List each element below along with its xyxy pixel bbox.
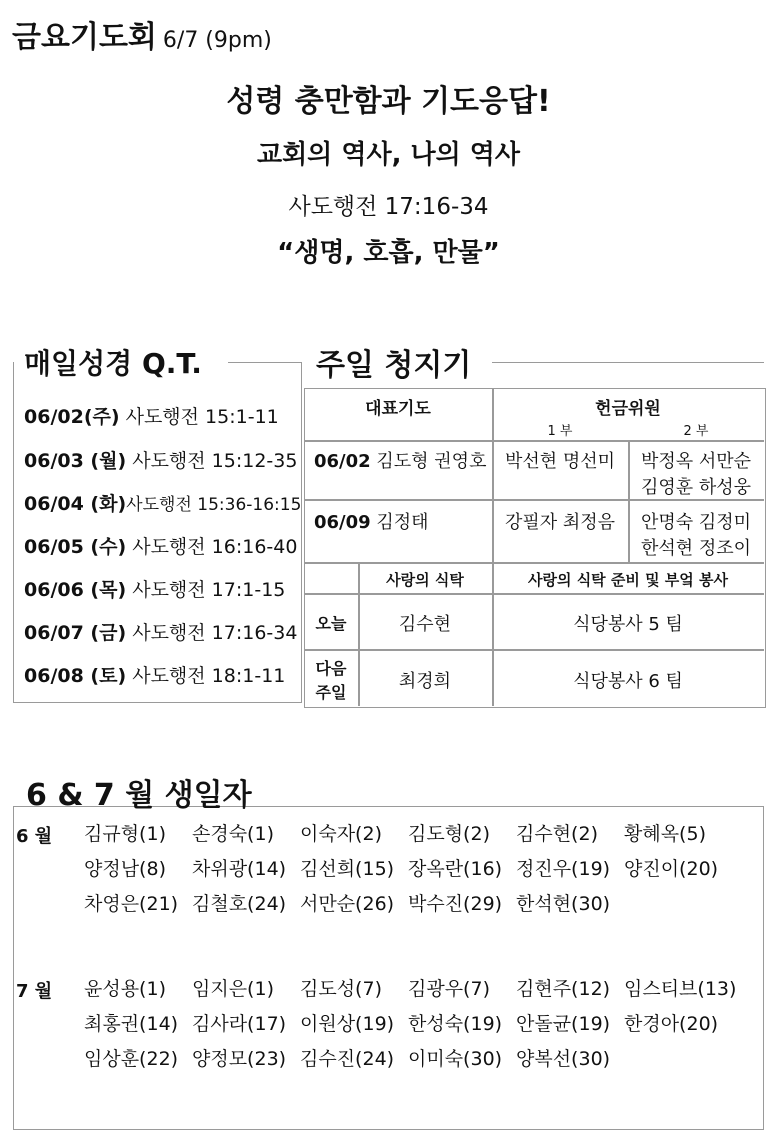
meeting-date: 6/7 (9pm) — [162, 28, 272, 53]
june-label: 6 월 — [16, 826, 53, 847]
qt-date: 06/08 (토) — [24, 665, 127, 687]
birthday-entry: 양복선(30) — [516, 1048, 611, 1070]
birthday-entry: 장옥란(16) — [408, 858, 503, 880]
birthday-entry: 윤성용(1) — [84, 978, 166, 1000]
birthday-entry: 정진우(19) — [516, 858, 611, 880]
qt-date: 06/05 (수) — [24, 536, 127, 558]
qt-passage: 사도행전 18:1-11 — [132, 665, 286, 687]
steward-prayer: 김도형 권영호 — [376, 451, 487, 472]
sermon-scripture: 사도행전 17:16-34 — [288, 194, 489, 220]
love-table-name: 김수현 — [398, 614, 452, 635]
birthday-entry: 김도형(2) — [408, 823, 490, 845]
qt-item — [24, 402, 279, 429]
grid-line — [304, 562, 764, 564]
july-label: 7 월 — [16, 981, 53, 1002]
birthday-entry: 김선희(15) — [300, 858, 395, 880]
steward-prayer: 김정태 — [376, 512, 429, 533]
birthday-entry: 박수진(29) — [408, 893, 503, 915]
steward-service2: 한석현 정조이 — [640, 538, 752, 559]
birthday-entry: 김규형(1) — [84, 823, 166, 845]
steward-date: 06/09 — [314, 512, 371, 533]
qt-passage: 사도행전 17:1-15 — [132, 579, 286, 601]
qt-date: 06/04 (화) — [24, 493, 127, 515]
qt-item — [24, 489, 301, 516]
qt-item — [24, 575, 285, 602]
birthday-entry: 한경아(20) — [624, 1013, 719, 1035]
qt-passage: 사도행전 15:36-16:15 — [126, 495, 302, 515]
sermon-quote: “생명, 호흡, 만물” — [277, 238, 500, 268]
birthday-entry: 김도성(7) — [300, 978, 382, 1000]
row-label-today: 오늘 — [315, 614, 347, 633]
steward-row — [314, 508, 429, 534]
birthday-entry: 이숙자(2) — [300, 823, 382, 845]
steward-date: 06/02 — [314, 451, 371, 472]
steward-service2: 안명숙 김정미 — [640, 512, 752, 533]
birthday-entry: 황혜옥(5) — [624, 823, 706, 845]
service2-label: 2 부 — [683, 424, 709, 439]
kitchen-team: 식당봉사 6 팀 — [573, 671, 683, 692]
sermon-subtitle: 교회의 역사, 나의 역사 — [256, 140, 521, 170]
row-label-sunday: 주일 — [315, 683, 347, 702]
qt-item — [24, 661, 285, 688]
qt-passage: 사도행전 16:16-40 — [132, 536, 298, 558]
steward-service1: 강필자 최정음 — [504, 512, 616, 533]
qt-passage: 사도행전 15:1-11 — [125, 406, 279, 428]
grid-line — [304, 649, 764, 651]
grid-line — [304, 440, 764, 442]
love-table-name: 최경희 — [398, 671, 452, 692]
birthday-entry: 한성숙(19) — [408, 1013, 503, 1035]
qt-heading: 매일성경 Q.T. — [24, 342, 202, 382]
birthday-entry: 최홍권(14) — [84, 1013, 179, 1035]
col-header-prayer: 대표기도 — [365, 399, 431, 419]
qt-date: 06/02(주) — [24, 406, 120, 428]
qt-passage: 사도행전 15:12-35 — [132, 450, 298, 472]
birthday-entry: 안돌균(19) — [516, 1013, 611, 1035]
sunday-heading: 주일 청지기 — [316, 340, 477, 384]
qt-date: 06/06 (목) — [24, 579, 127, 601]
birthday-entry: 손경숙(1) — [192, 823, 274, 845]
birthday-entry: 임스티브(13) — [624, 978, 737, 1000]
kitchen-team: 식당봉사 5 팀 — [573, 614, 683, 635]
sermon-title: 성령 충만함과 기도응답! — [226, 84, 551, 119]
birthday-entry: 김철호(24) — [192, 893, 287, 915]
row-label-next: 다음 — [315, 659, 347, 678]
grid-line — [304, 593, 764, 595]
qt-date: 06/03 (월) — [24, 450, 127, 472]
qt-date: 06/07 (금) — [24, 622, 127, 644]
qt-item — [24, 446, 297, 473]
steward-service2: 박정옥 서만순 — [640, 451, 752, 472]
sunday-divider — [492, 362, 764, 363]
birthday-heading: 6 & 7 월 생일자 — [26, 778, 252, 813]
steward-row — [314, 447, 486, 473]
qt-item — [24, 532, 297, 559]
title-text: 금요기도회 — [12, 20, 157, 55]
birthday-entry: 차영은(21) — [84, 893, 179, 915]
col-header-kitchen: 사랑의 식탁 준비 및 부엌 봉사 — [528, 571, 728, 589]
birthday-entry: 임지은(1) — [192, 978, 274, 1000]
grid-line — [304, 499, 764, 501]
col-header-offering: 헌금위원 — [595, 399, 661, 419]
birthday-entry: 이원상(19) — [300, 1013, 395, 1035]
birthday-entry: 이미숙(30) — [408, 1048, 503, 1070]
birthday-entry: 임상훈(22) — [84, 1048, 179, 1070]
birthday-entry: 한석현(30) — [516, 893, 611, 915]
qt-item — [24, 618, 297, 645]
birthday-entry: 김광우(7) — [408, 978, 490, 1000]
page-title — [12, 12, 272, 56]
birthday-entry: 양진이(20) — [624, 858, 719, 880]
birthday-entry: 김수현(2) — [516, 823, 598, 845]
birthday-entry: 김사라(17) — [192, 1013, 287, 1035]
steward-service2: 김영훈 하성웅 — [640, 477, 752, 498]
birthday-entry: 양정모(23) — [192, 1048, 287, 1070]
birthday-entry: 서만순(26) — [300, 893, 395, 915]
qt-passage: 사도행전 17:16-34 — [132, 622, 298, 644]
birthday-entry: 차위광(14) — [192, 858, 287, 880]
birthday-entry: 양정남(8) — [84, 858, 166, 880]
birthday-entry: 김수진(24) — [300, 1048, 395, 1070]
steward-service1: 박선현 명선미 — [504, 451, 616, 472]
birthday-entry: 김현주(12) — [516, 978, 611, 1000]
service1-label: 1 부 — [547, 424, 573, 439]
qt-divider — [228, 362, 301, 363]
col-header-love-table: 사랑의 식탁 — [386, 571, 464, 589]
